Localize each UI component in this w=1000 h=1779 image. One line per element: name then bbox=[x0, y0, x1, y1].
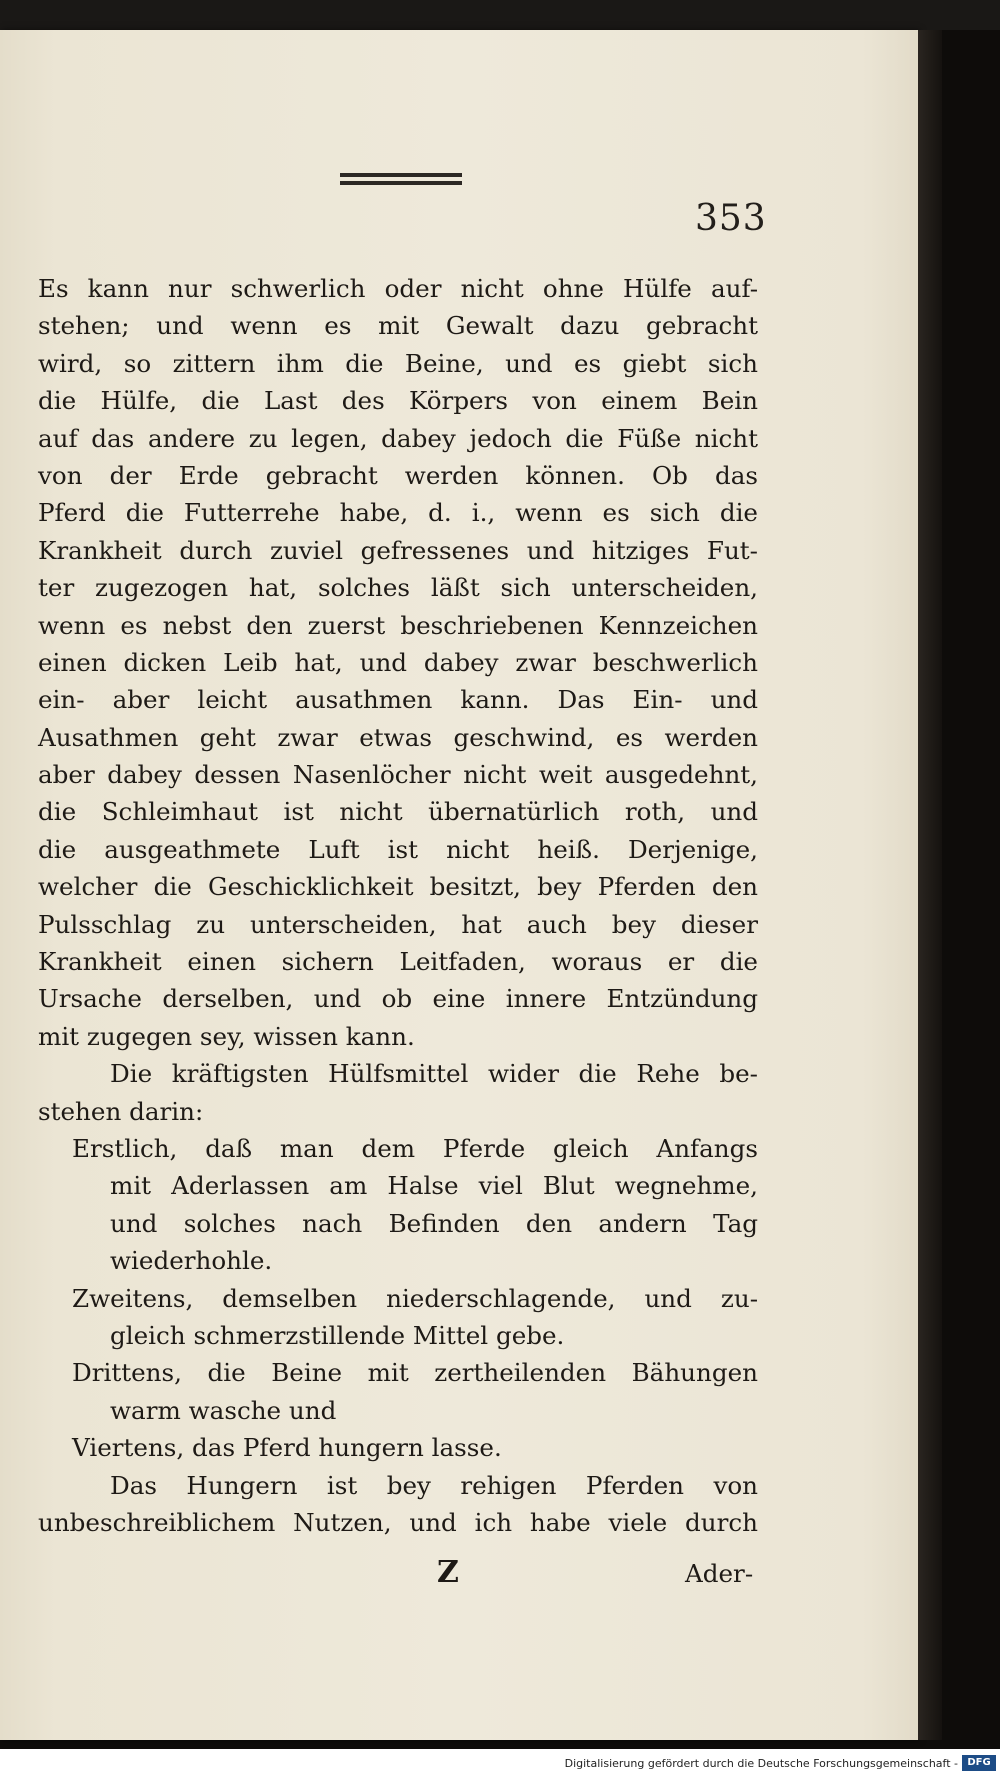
text-line: die Schleimhaut ist nicht übernatürlich roth, und bbox=[38, 797, 758, 827]
text-line: Das Hungern ist bey rehigen Pferden von bbox=[110, 1470, 758, 1500]
header-double-rule bbox=[340, 173, 462, 189]
text-line: die ausgeathmete Luft ist nicht heiß. Derjenige, bbox=[38, 834, 758, 864]
page-number: 353 bbox=[695, 198, 767, 239]
text-line: mit Aderlassen am Halse viel Blut wegnehme, bbox=[110, 1171, 758, 1201]
text-line: einen dicken Leib hat, und dabey zwar beschwerlich bbox=[38, 647, 758, 677]
text-line: Die kräftigsten Hülfsmittel wider die Rehe be- bbox=[110, 1059, 758, 1089]
text-line: Ursache derselben, und ob eine innere Entzündung bbox=[38, 984, 758, 1014]
dfg-logo: DFG bbox=[962, 1755, 996, 1771]
text-line: Krankheit einen sichern Leitfaden, woraus er die bbox=[38, 947, 758, 977]
text-line: die Hülfe, die Last des Körpers von einem Bein bbox=[38, 386, 758, 416]
scan-top-margin bbox=[0, 0, 1000, 30]
text-line: Zweitens, demselben niederschlagende, und zu- bbox=[72, 1283, 758, 1313]
text-line: auf das andere zu legen, dabey jedoch die Füße nicht bbox=[38, 423, 758, 453]
text-line: Pulsschlag zu unterscheiden, hat auch bey dieser bbox=[38, 909, 758, 939]
text-line: wenn es nebst den zuerst beschriebenen Kennzeichen bbox=[38, 610, 758, 640]
credit-text: Digitalisierung gefördert durch die Deutsche Forschungsgemeinschaft - bbox=[564, 1757, 958, 1770]
catchword: Ader- bbox=[685, 1559, 754, 1588]
text-line: wiederhohle. bbox=[110, 1246, 273, 1276]
text-line: Drittens, die Beine mit zertheilenden Bähungen bbox=[72, 1358, 758, 1388]
text-line: unbeschreiblichem Nutzen, und ich habe viele durch bbox=[38, 1507, 758, 1537]
text-line: Erstlich, daß man dem Pferde gleich Anfangs bbox=[72, 1133, 758, 1163]
body-text bbox=[38, 270, 758, 1541]
text-line: gleich schmerzstillende Mittel gebe. bbox=[110, 1320, 565, 1350]
text-line: welcher die Geschicklichkeit besitzt, bey Pferden den bbox=[38, 872, 758, 902]
text-line: Pferd die Futterrehe habe, d. i., wenn es sich die bbox=[38, 498, 758, 528]
text-line: mit zugegen sey, wissen kann. bbox=[38, 1021, 415, 1051]
text-line: Ausathmen geht zwar etwas geschwind, es werden bbox=[38, 722, 758, 752]
text-line: ter zugezogen hat, solches läßt sich unterscheiden, bbox=[38, 573, 758, 603]
text-line: Krankheit durch zuviel gefressenes und hitziges Fut- bbox=[38, 535, 758, 565]
text-line: Viertens, das Pferd hungern lasse. bbox=[72, 1433, 502, 1463]
text-line: stehen darin: bbox=[38, 1096, 204, 1126]
signature-mark: Z bbox=[437, 1555, 459, 1590]
text-line: stehen; und wenn es mit Gewalt dazu gebracht bbox=[38, 311, 758, 341]
digitization-credit-bar bbox=[0, 1749, 1000, 1779]
book-page bbox=[0, 30, 918, 1740]
text-line: von der Erde gebracht werden können. Ob das bbox=[38, 460, 758, 490]
text-line: Es kann nur schwerlich oder nicht ohne Hülfe auf- bbox=[38, 274, 758, 303]
text-line: aber dabey dessen Nasenlöcher nicht weit ausgedehnt, bbox=[38, 760, 758, 790]
page-edge-shadow bbox=[918, 30, 942, 1740]
text-line: warm wasche und bbox=[110, 1395, 337, 1425]
text-line: wird, so zittern ihm die Beine, und es giebt sich bbox=[38, 348, 758, 378]
page-footer bbox=[0, 1555, 918, 1595]
text-line: und solches nach Befinden den andern Tag bbox=[110, 1208, 758, 1238]
text-line: ein- aber leicht ausathmen kann. Das Ein- und bbox=[38, 685, 758, 715]
